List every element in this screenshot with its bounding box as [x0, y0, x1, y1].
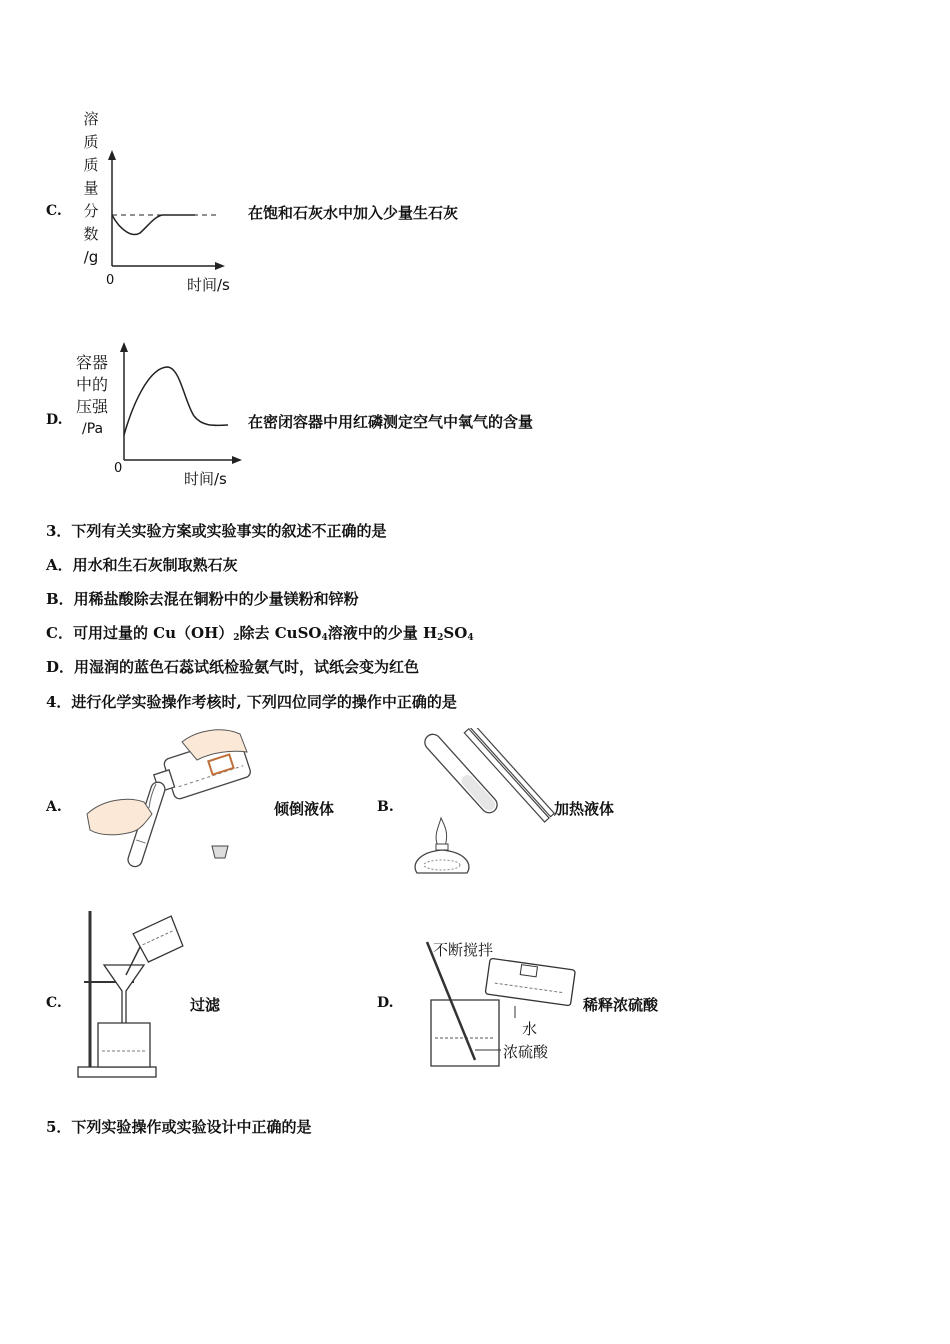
y-axis-arrow	[108, 150, 116, 160]
ylabel-char: 质	[83, 156, 99, 174]
ylabel-line: 容器	[76, 353, 109, 372]
d-fig-stir-label: 不断搅拌	[433, 941, 494, 959]
graph-d-origin: 0	[114, 461, 123, 476]
option-c-label: C.	[46, 203, 62, 219]
graph-c-xlabel: 时间/s	[187, 276, 230, 294]
q3-c-subscript: 2	[437, 633, 444, 643]
q4-option-b-caption: 加热液体	[554, 800, 615, 818]
flame	[436, 818, 447, 846]
test-tube-holder	[464, 728, 554, 822]
q3-stem: 3．下列有关实验方案或实验事实的叙述不正确的是	[46, 522, 387, 540]
lamp-wick-holder	[436, 844, 448, 850]
q3-option-c	[46, 622, 474, 643]
q4-option-c-label: C.	[46, 995, 62, 1011]
water-container	[485, 958, 575, 1006]
ylabel-line: 中的	[76, 375, 109, 394]
pouring-beaker	[133, 916, 185, 963]
d-fig-acid-label: 浓硫酸	[503, 1043, 549, 1061]
receiving-beaker	[98, 1023, 150, 1067]
ylabel-char: 分	[83, 202, 99, 220]
ylabel-line: 压强	[76, 397, 109, 416]
option-c-description: 在饱和石灰水中加入少量生石灰	[248, 204, 459, 222]
option-d-label: D.	[46, 412, 63, 428]
x-axis-arrow	[232, 456, 242, 464]
ylabel-char: 质	[83, 133, 99, 151]
q5-stem: 5．下列实验操作或实验设计中正确的是	[46, 1118, 312, 1136]
q3-c-subscript: 4	[467, 633, 474, 643]
q3-c-part: 除去 CuSO	[239, 624, 322, 642]
q3-option-b: B．用稀盐酸除去混在铜粉中的少量镁粉和锌粉	[46, 590, 359, 608]
curve-c	[112, 215, 195, 234]
graph-c	[100, 148, 230, 273]
y-axis-arrow	[120, 342, 128, 352]
d-fig-water-label: 水	[522, 1020, 538, 1038]
q3-option-d: D．用湿润的蓝色石蕊试纸检验氨气时，试纸会变为红色	[46, 658, 420, 676]
q3-c-part: 溶液中的少量 H	[327, 624, 438, 642]
heating-liquid-figure	[405, 728, 555, 876]
x-axis-arrow	[215, 262, 225, 270]
graph-c-origin: 0	[106, 273, 115, 288]
stopper	[212, 846, 228, 858]
q4-stem: 4．进行化学实验操作考核时, 下列四位同学的操作中正确的是	[46, 693, 457, 711]
ylabel-char: 量	[83, 179, 99, 197]
curve-d	[124, 367, 228, 435]
ylabel-char: 溶	[83, 110, 99, 128]
ylabel-char: /g	[83, 248, 99, 266]
graph-d	[112, 340, 247, 465]
alcohol-lamp	[415, 850, 469, 873]
q4-option-a-caption: 倾倒液体	[274, 800, 335, 818]
q4-option-d-label: D.	[377, 995, 394, 1011]
q3-c-part: SO	[443, 624, 468, 642]
q3-c-part: C．可用过量的 Cu（OH）	[46, 624, 234, 642]
pouring-liquid-figure	[82, 722, 257, 872]
stand-base	[78, 1067, 156, 1077]
q4-option-b-label: B.	[377, 799, 394, 815]
ylabel-line: /Pa	[82, 421, 104, 437]
q3-c-subscript: 2	[233, 633, 240, 643]
option-d-description: 在密闭容器中用红磷测定空气中氧气的含量	[248, 413, 534, 431]
q4-option-a-label: A.	[46, 799, 62, 815]
graph-d-xlabel: 时间/s	[184, 470, 227, 488]
filtration-figure	[74, 905, 189, 1080]
q4-option-d-caption: 稀释浓硫酸	[583, 996, 659, 1014]
q3-c-subscript: 4	[321, 633, 328, 643]
q3-option-a: A．用水和生石灰制取熟石灰	[46, 556, 238, 574]
ylabel-char: 数	[83, 225, 99, 243]
q4-option-c-caption: 过滤	[190, 996, 221, 1014]
